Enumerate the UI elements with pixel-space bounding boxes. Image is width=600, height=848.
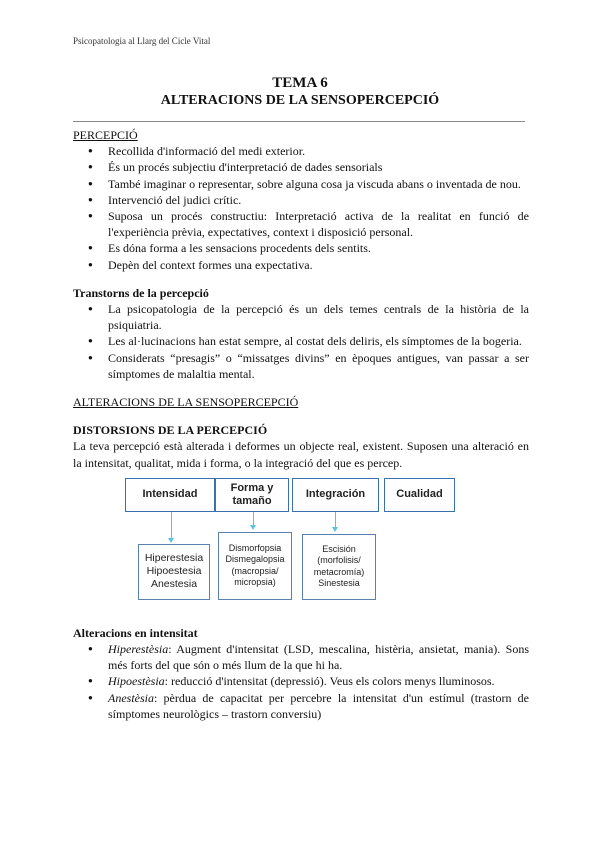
list-item — [73, 641, 529, 673]
diagram-sub-line: Dismegalopsia — [225, 554, 285, 565]
diagram-sub-line: Sinestesia — [318, 578, 360, 589]
diagram-sub-line: Dismorfopsia — [228, 542, 282, 553]
diagram-box-label: Forma y tamaño — [230, 481, 274, 507]
list-item: ● Es dóna forma a les sensacions procedents dels sentits. — [73, 240, 529, 256]
intensitat-list — [73, 641, 529, 722]
section-heading-percepcio: PERCEPCIÓ — [73, 128, 138, 142]
term: Hiperestèsia — [108, 642, 169, 657]
document-header: Psicopatologia al Llarg del Cicle Vital — [73, 36, 211, 46]
list-item: ● És un procés subjectiu d'interpretació de dades sensorials — [73, 159, 529, 175]
diagram-sub-line: Escisión — [322, 543, 356, 554]
list-item: ● També imaginar o representar, sobre alguna cosa ja viscuda abans o inventada de nou. — [73, 176, 529, 192]
diagram-box-integracion: Integración — [292, 478, 379, 512]
list-item: ● Suposa un procés constructiu: Interpretació activa de la realitat en funció de l'experiència prèvia, expectatives, context i disposició personal. — [73, 208, 529, 240]
definition: : pèrdua de capacitat per percebre la intensitat d'un estímul (trastorn de símptomes neurològics – trastorn conversiu) — [108, 690, 529, 721]
page-title: TEMA 6 — [272, 75, 328, 91]
section-heading-alteracions: ALTERACIONS DE LA SENSOPERCEPCIÓ — [73, 395, 299, 410]
distortions-diagram — [73, 475, 529, 615]
arrow-down-icon — [253, 512, 254, 528]
diagram-sub-line: Hipoestesia — [146, 565, 202, 578]
diagram-box-intensidad: Intensidad — [125, 478, 215, 512]
list-item: ● Les al·lucinacions han estat sempre, al costat dels deliris, els símptomes de la bogeria. — [73, 333, 529, 349]
diagram-sub-intensidad — [138, 544, 210, 600]
percepcio-list — [73, 143, 529, 273]
diagram-sub-line: (morfolisis/ — [317, 555, 361, 566]
definition: : reducció d'intensitat (depressió). Veus els colors menys lluminosos. — [164, 674, 495, 689]
definition: : Augment d'intensitat (LSD, mescalina, histèria, ansietat, mania). Sons més forts del que són o més llum de la que hi ha. — [108, 642, 529, 673]
section-heading-transtorns: Transtorns de la percepció — [73, 285, 209, 300]
diagram-sub-line: Hiperestesia — [144, 552, 204, 565]
section-heading-distorsions: DISTORSIONS DE LA PERCEPCIÓ — [73, 423, 268, 438]
list-item: ● La psicopatologia de la percepció és un dels temes centrals de la història de la psiquiatria. — [73, 301, 529, 333]
arrow-down-icon — [171, 512, 172, 541]
diagram-box-cualidad: Cualidad — [384, 478, 455, 512]
list-item: ● Depèn del context formes una expectativa. — [73, 257, 529, 273]
page-subtitle: ALTERACIONS DE LA SENSOPERCEPCIÓ — [160, 93, 440, 108]
list-item: ● Recollida d'informació del medi exterior. — [73, 143, 529, 159]
list-item — [73, 690, 529, 722]
arrow-down-icon — [335, 512, 336, 530]
distorsions-paragraph: La teva percepció està alterada i deformes un objecte real, existent. Suposen una alteració en la intensitat, qualitat, mida i forma, o la integració del que es percep. — [73, 439, 529, 470]
document-body — [73, 127, 529, 722]
diagram-sub-integracion — [302, 534, 376, 600]
term: Hipoestèsia — [108, 674, 165, 689]
diagram-box-forma-tamano — [215, 478, 289, 512]
diagram-sub-line: (macropsia/ — [231, 565, 279, 576]
list-item: ● Intervenció del judici crític. — [73, 192, 529, 208]
list-item: ● Considerats “presagis” o “missatges divins” en èpoques antigues, van passar a ser símptomes de malaltia mental. — [73, 350, 529, 382]
diagram-sub-forma — [218, 532, 292, 600]
list-item — [73, 673, 529, 689]
term: Anestèsia — [108, 690, 154, 705]
section-heading-intensitat: Alteracions en intensitat — [73, 625, 198, 640]
title-divider — [73, 121, 525, 122]
diagram-sub-line: Anestesia — [150, 578, 198, 591]
diagram-sub-line: micropsia) — [234, 577, 276, 588]
diagram-sub-line: metacromía) — [313, 566, 365, 577]
transtorns-list — [73, 301, 529, 382]
